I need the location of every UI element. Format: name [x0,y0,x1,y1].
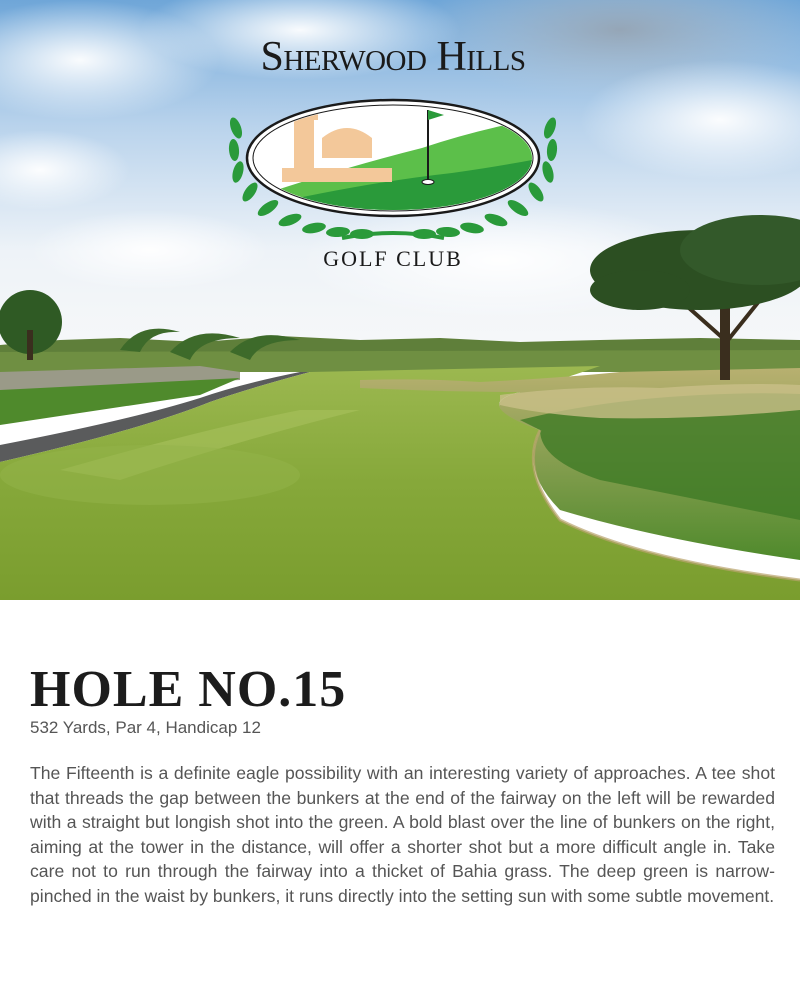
hole-title: HOLE NO.15 [30,661,347,718]
hole-description: The Fifteenth is a definite eagle possibility with an interesting variety of approaches. A tee shot that threads the gap between the bunkers at the end of the fairway on the left will be rewarded with a straight but longish shot into the green. A bold blast over the line of bunkers on the right, aiming at the tower in the distance, will offer a shorter shot but a more difficult angle in. Take care not to run through the fairway into a thicket of Bahia grass. The deep green is narrow-pinched in the waist by bunkers, it runs directly into the setting sun with some subtle movement. [30,763,775,906]
golf-club-logo [222,26,564,276]
logo-subtitle: GOLF CLUB [323,246,463,271]
hole-meta: 532 Yards, Par 4, Handicap 12 [30,718,261,737]
emblem-icon [222,88,564,248]
logo-title: Sherwood Hills [260,34,526,80]
hole-info [30,662,775,909]
